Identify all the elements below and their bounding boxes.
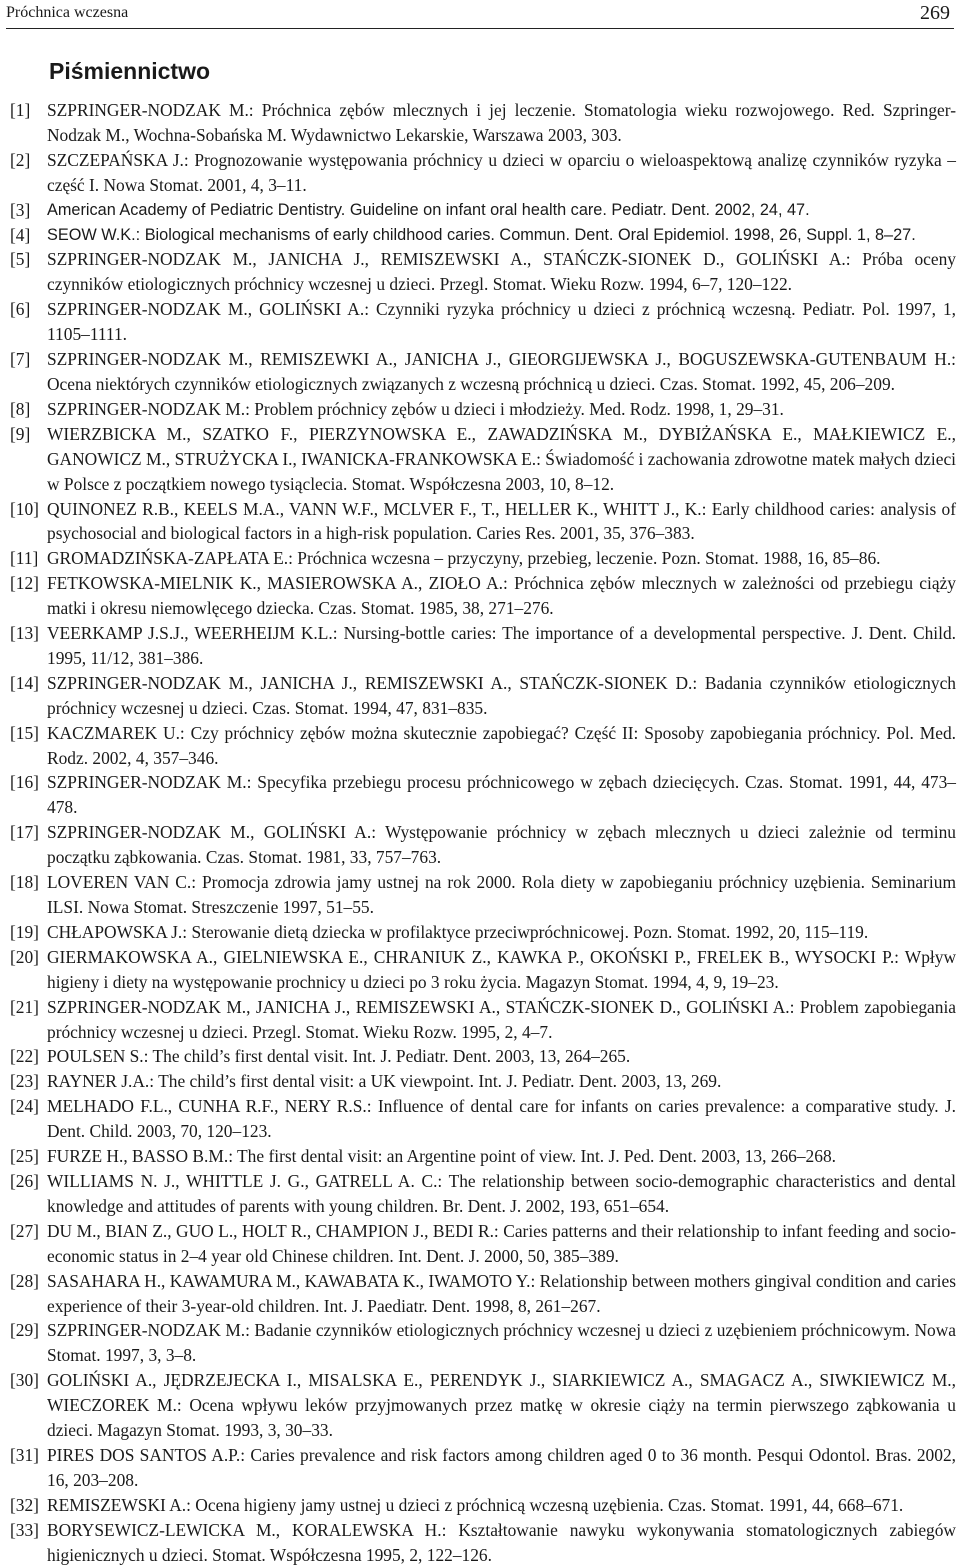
reference-text: KACZMAREK U.: Czy próchnicy zębów można skutecznie zapobiegać? Część II: Sposoby zapobiegania próchnicy. Pol. Med. Rodz. 2002, 4, 357–346. [47, 722, 956, 768]
reference-text: DU M., BIAN Z., GUO L., HOLT R., CHAMPION J., BEDI R.: Caries patterns and their relationship to infant feeding and socio-economic status in 2–4 year old Chinese children. Int. Dent. J. 2000, 50, 385–389. [47, 1220, 956, 1266]
reference-text: BORYSEWICZ-LEWICKA M., KORALEWSKA H.: Kształtowanie nawyku wykonywania stomatologicznych zabiegów higienicznych u dzieci. Stomat. Współczesna 1995, 2, 122–126. [47, 1519, 956, 1565]
reference-number: [31] [10, 1444, 39, 1465]
reference-text: GROMADZIŃSKA-ZAPŁATA E.: Próchnica wczesna – przyczyny, przebieg, leczenie. Pozn. Stomat. 1988, 16, 85–86. [47, 548, 881, 569]
reference-item [10, 820, 956, 870]
reference-item [10, 1044, 956, 1069]
reference-number: [8] [10, 398, 31, 419]
reference-text: CHŁAPOWSKA J.: Sterowanie dietą dziecka w profilaktyce przeciwpróchnicowej. Pozn. Stomat. 1992, 20, 115–119. [47, 921, 869, 942]
reference-item [10, 770, 956, 820]
reference-item [10, 1318, 956, 1368]
reference-item [10, 1493, 956, 1518]
reference-item [10, 198, 956, 223]
reference-number: [14] [10, 672, 39, 693]
reference-item [10, 297, 956, 347]
reference-number: [18] [10, 872, 39, 893]
reference-number: [24] [10, 1096, 39, 1117]
reference-number: [10] [10, 498, 39, 519]
reference-text: WIERZBICKA M., SZATKO F., PIERZYNOWSKA E., ZAWADZIŃSKA M., DYBIŻAŃSKA E., MAŁKIEWICZ E., GANOWICZ M., STRUŻYCKA I., IWANICKA-FRANKOWSKA E.: Świadomość i zachowania zdrowotne matek małych dzieci w Polsce z początkiem nowego tysiąclecia. Stomat. Współczesna 2003, 10, 8–12. [47, 423, 956, 494]
reference-item [10, 1443, 956, 1493]
reference-text: SZPRINGER-NODZAK M.: Specyfika przebiegu procesu próchnicowego w zębach dziecięcych. Czas. Stomat. 1991, 44, 473–478. [47, 772, 956, 818]
reference-item [10, 397, 956, 422]
reference-text: SEOW W.K.: Biological mechanisms of early childhood caries. Commun. Dent. Oral Epidemiol. 1998, 26, Suppl. 1, 8–27. [47, 225, 916, 244]
reference-text: MELHADO F.L., CUNHA R.F., NERY R.S.: Influence of dental care for infants on caries prevalence: a comparative study. J. Dent. Child. 2003, 70, 120–123. [47, 1096, 956, 1142]
running-header [6, 0, 954, 29]
reference-text: SZPRINGER-NODZAK M.: Problem próchnicy zębów u dzieci i młodzieży. Med. Rodz. 1998, 1, 29–31. [47, 398, 784, 419]
reference-text: RAYNER J.A.: The child’s first dental visit: a UK viewpoint. Int. J. Pediatr. Dent. 2003, 13, 269. [47, 1071, 722, 1092]
reference-number: [32] [10, 1494, 39, 1515]
reference-number: [17] [10, 822, 39, 843]
reference-number: [7] [10, 349, 31, 370]
reference-list [10, 98, 956, 1567]
reference-number: [13] [10, 623, 39, 644]
reference-text: REMISZEWSKI A.: Ocena higieny jamy ustnej u dzieci z próchnicą wczesną uzębienia. Czas. Stomat. 1991, 44, 668–671. [47, 1494, 904, 1515]
reference-text: SZPRINGER-NODZAK M., JANICHA J., REMISZEWSKI A., STAŃCZK-SIONEK D., GOLIŃSKI A.: Próba oceny czynników etiologicznych próchnicy wczesnej u dzieci. Przegl. Stomat. Wieku Rozw. 1994, 6–7, 120–122. [47, 249, 956, 295]
reference-item [10, 721, 956, 771]
reference-number: [27] [10, 1220, 39, 1241]
reference-number: [1] [10, 100, 31, 120]
reference-number: [22] [10, 1046, 39, 1067]
reference-text: SZPRINGER-NODZAK M., JANICHA J., REMISZEWSKI A., STAŃCZK-SIONEK D.: Badania czynników etiologicznych próchnicy wczesnej u dzieci. Czas. Stomat. 1994, 47, 831–835. [47, 672, 956, 718]
reference-text: QUINONEZ R.B., KEELS M.A., VANN W.F., MCLVER F., T., HELLER K., WHITT J., K.: Early childhood caries: analysis of psychosocial and biological factors in a high-risk population. Caries Res. 2001, 35, 376–383. [47, 498, 956, 544]
reference-item [10, 497, 956, 547]
reference-number: [2] [10, 149, 31, 170]
reference-text: SZPRINGER-NODZAK M., JANICHA J., REMISZEWSKI A., STAŃCZK-SIONEK D., GOLIŃSKI A.: Problem zapobiegania próchnicy wczesnej u dzieci. Przegl. Stomat. Wieku Rozw. 1995, 2, 4–7. [47, 996, 956, 1042]
reference-item [10, 422, 956, 497]
reference-item [10, 571, 956, 621]
reference-text: SZPRINGER-NODZAK M., GOLIŃSKI A.: Czynniki ryzyka próchnicy u dzieci z próchnicą wczesną. Pediatr. Pol. 1997, 1, 1105–1111. [47, 299, 956, 345]
reference-number: [20] [10, 946, 39, 967]
reference-text: SZCZEPAŃSKA J.: Prognozowanie występowania próchnicy u dzieci w oparciu o wieloaspektową analizę czynników ryzyka – część I. Nowa Stomat. 2001, 4, 3–11. [47, 149, 956, 195]
reference-number: [6] [10, 299, 31, 320]
reference-text: FURZE H., BASSO B.M.: The first dental visit: an Argentine point of view. Int. J. Ped. Dent. 2003, 13, 266–268. [47, 1146, 836, 1167]
reference-number: [33] [10, 1519, 39, 1540]
reference-number: [25] [10, 1146, 39, 1167]
reference-item [10, 1169, 956, 1219]
reference-item [10, 347, 956, 397]
reference-text: GIERMAKOWSKA A., GIELNIEWSKA E., CHRANIUK Z., KAWKA P., OKOŃSKI P., FRELEK B., WYSOCKI P.: Wpływ higieny i diety na występowanie prochnicy u dzieci po 3 roku życia. Magazyn Stomat. 1994, 4, 9, 19–23. [47, 946, 956, 992]
reference-number: [16] [10, 772, 39, 793]
reference-item [10, 671, 956, 721]
reference-item [10, 945, 956, 995]
reference-text: POULSEN S.: The child’s first dental visit. Int. J. Pediatr. Dent. 2003, 13, 264–265. [47, 1046, 631, 1067]
reference-number: [11] [10, 548, 39, 569]
reference-number: [3] [10, 199, 31, 220]
reference-text: WILLIAMS N. J., WHITTLE J. G., GATRELL A. C.: The relationship between socio-demographic characteristics and dental knowledge and attitudes of parents with young children. Br. Dent. J. 2002, 193, 651–654. [47, 1170, 956, 1216]
reference-number: [26] [10, 1170, 39, 1191]
reference-number: [21] [10, 996, 39, 1017]
reference-number: [9] [10, 423, 31, 444]
reference-item [10, 995, 956, 1045]
reference-text: SZPRINGER-NODZAK M., REMISZEWKI A., JANICHA J., GIEORGIJEWSKA J., BOGUSZEWSKA-GUTENBAUM H.: Ocena niektórych czynników etiologicznych związanych z wczesną próchnicą u dzieci. Czas. Stomat. 1992, 45, 206–209. [47, 349, 956, 394]
reference-number: [29] [10, 1320, 39, 1341]
reference-number: [12] [10, 573, 39, 594]
reference-number: [4] [10, 224, 31, 245]
running-title: Próchnica wczesna [6, 4, 129, 21]
reference-item [10, 1094, 956, 1144]
reference-number: [15] [10, 722, 39, 743]
reference-text: American Academy of Pediatric Dentistry. Guideline on infant oral health care. Pediatr. Dent. 2002, 24, 47. [47, 200, 810, 219]
reference-number: [23] [10, 1071, 39, 1092]
reference-number: [5] [10, 249, 31, 270]
reference-text: SZPRINGER-NODZAK M., GOLIŃSKI A.: Występowanie próchnicy w zębach mlecznych u dzieci zależnie od terminu początku ząbkowania. Czas. Stomat. 1981, 33, 757–763. [47, 822, 956, 868]
reference-item [10, 1518, 956, 1567]
reference-text: LOVEREN VAN C.: Promocja zdrowia jamy ustnej na rok 2000. Rola diety w zapobieganiu próchnicy uzębienia. Seminarium ILSI. Nowa Stomat. Streszczenie 1997, 51–55. [47, 872, 956, 917]
reference-item [10, 148, 956, 198]
page-number: 269 [920, 2, 950, 24]
reference-item [10, 920, 956, 945]
section-title: Piśmiennictwo [49, 58, 211, 84]
reference-item [10, 223, 956, 248]
reference-text: PIRES DOS SANTOS A.P.: Caries prevalence and risk factors among children aged 0 to 36 month. Pesqui Odontol. Bras. 2002, 16, 203–208. [47, 1444, 956, 1490]
reference-number: [19] [10, 921, 39, 942]
reference-number: [28] [10, 1270, 39, 1291]
reference-text: VEERKAMP J.S.J., WEERHEIJM K.L.: Nursing-bottle caries: The importance of a developmental perspective. J. Dent. Child. 1995, 11/12, 381–386. [47, 623, 956, 668]
reference-number: [30] [10, 1370, 39, 1391]
reference-text: SZPRINGER-NODZAK M.: Próchnica zębów mlecznych i jej leczenie. Stomatologia wieku rozwojowego. Red. Szpringer-Nodzak M., Wochna-Sobańska M. Wydawnictwo Lekarskie, Warszawa 2003, 303. [47, 100, 956, 145]
reference-item [10, 1368, 956, 1443]
reference-item [10, 1069, 956, 1094]
reference-text: GOLIŃSKI A., JĘDRZEJECKA I., MISALSKA E., PERENDYK J., SIARKIEWICZ A., SMAGACZ A., SIWKIEWICZ M., WIECZOREK M.: Ocena wpływu leków przyjmowanych przez matkę w okresie ciąży na termin pierwszego ząbkowania u dzieci. Magazyn Stomat. 1993, 3, 30–33. [47, 1370, 956, 1441]
reference-text: SASAHARA H., KAWAMURA M., KAWABATA K., IWAMOTO Y.: Relationship between mothers gingival condition and caries experience of their 3-year-old children. Int. J. Paediatr. Dent. 1998, 8, 261–267. [47, 1270, 956, 1316]
reference-item [10, 621, 956, 671]
reference-text: SZPRINGER-NODZAK M.: Badanie czynników etiologicznych próchnicy wczesnej u dzieci z uzębieniem próchnicowym. Nowa Stomat. 1997, 3, 3–8. [47, 1320, 956, 1366]
reference-item [10, 546, 956, 571]
reference-item [10, 98, 956, 148]
reference-item [10, 1144, 956, 1169]
reference-item [10, 1269, 956, 1319]
reference-item [10, 1219, 956, 1269]
reference-item [10, 247, 956, 297]
reference-text: FETKOWSKA-MIELNIK K., MASIEROWSKA A., ZIOŁO A.: Próchnica zębów mlecznych w zależności od przebiegu ciąży matki i okresu niemowlęcego dziecka. Czas. Stomat. 1985, 38, 271–276. [47, 573, 956, 619]
reference-item [10, 870, 956, 920]
